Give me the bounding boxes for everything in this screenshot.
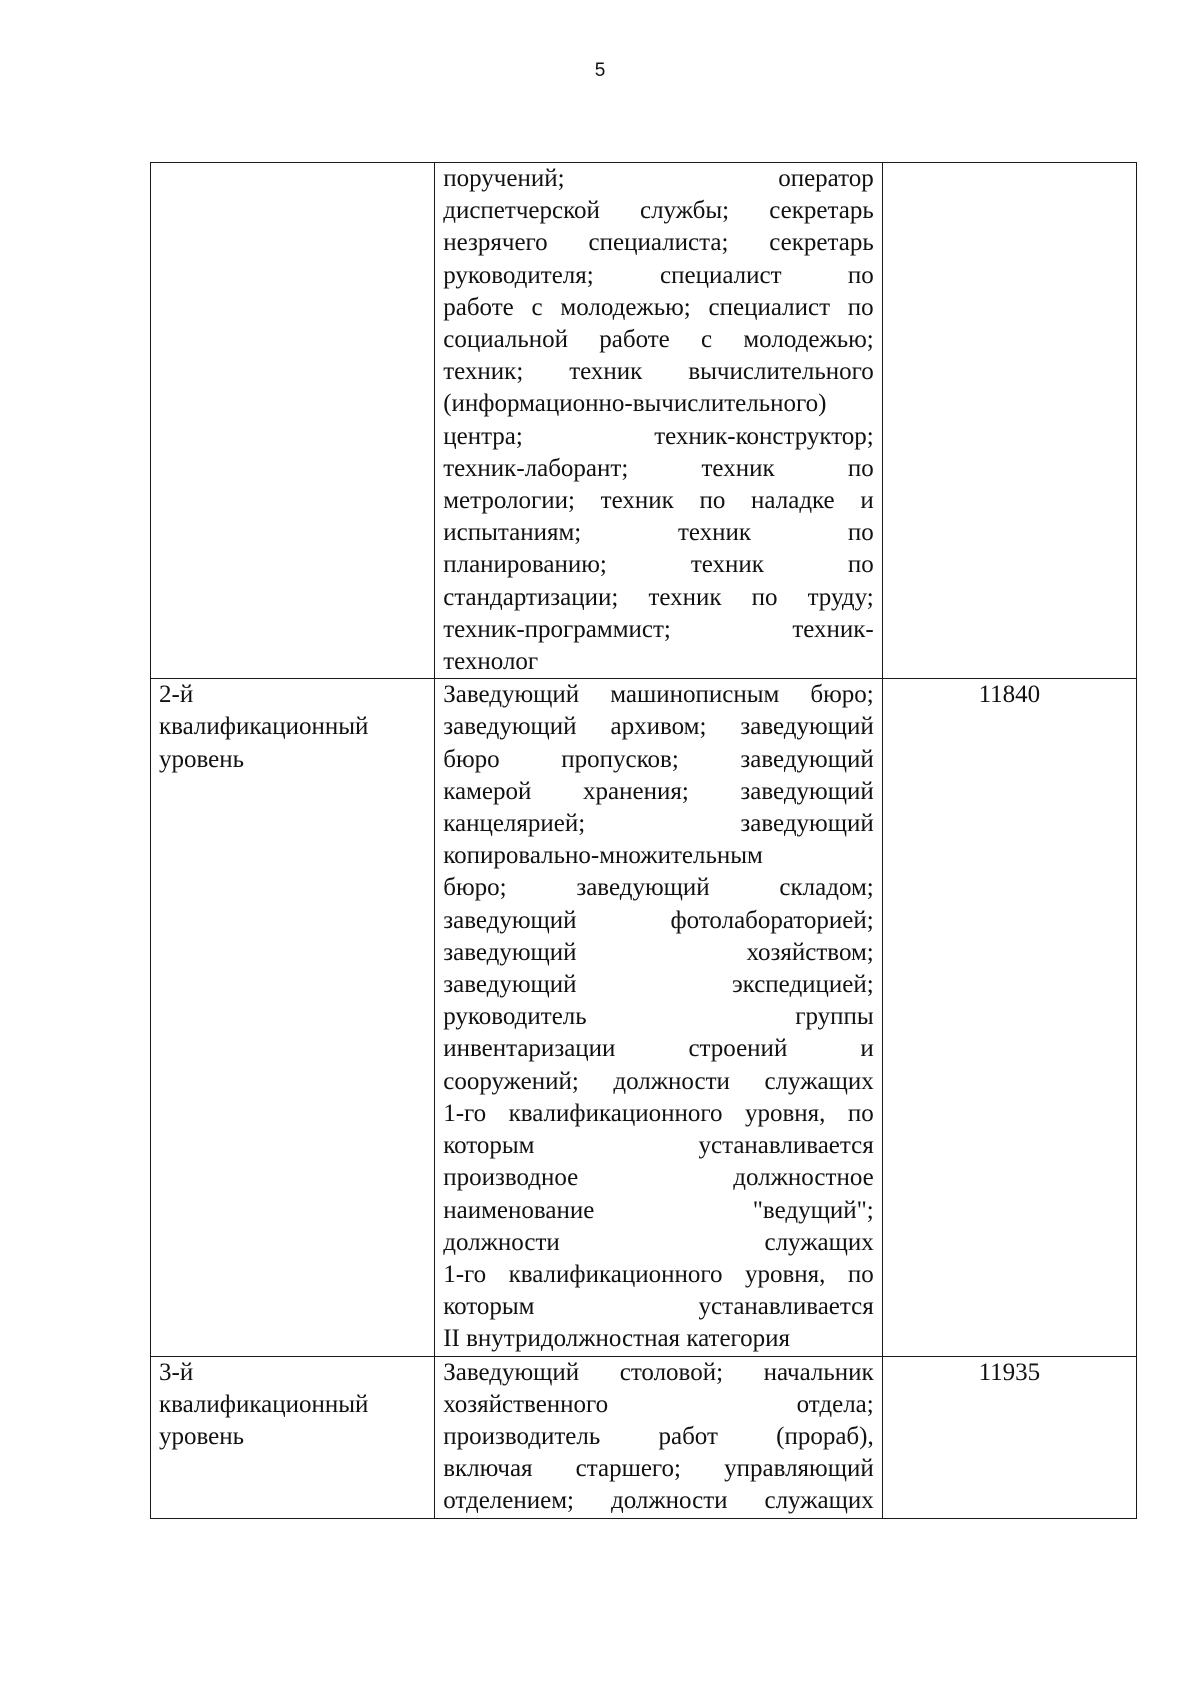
positions-word: диспетчерской	[443, 197, 600, 225]
positions-line	[443, 549, 874, 581]
positions-line	[443, 1357, 874, 1389]
positions-word: должности	[613, 1067, 730, 1095]
positions-word: работе	[599, 326, 670, 354]
salary-table	[150, 162, 1137, 1519]
positions-line	[443, 292, 874, 324]
positions-word: и	[860, 487, 874, 515]
positions-line	[443, 324, 874, 356]
positions-word: (информационно-вычислительного)	[443, 390, 827, 418]
positions-word: и	[860, 1035, 874, 1063]
positions-line	[443, 1227, 874, 1259]
positions-word: по	[847, 1099, 874, 1127]
positions-word: по	[847, 1260, 874, 1288]
positions-word: столовой;	[619, 1358, 724, 1386]
positions-word: хозяйственного	[443, 1390, 609, 1418]
positions-word: техник	[648, 583, 722, 611]
positions-word: поручений;	[443, 165, 565, 192]
positions-word: планированию;	[443, 551, 607, 579]
positions-word: квалификационного	[508, 1260, 723, 1288]
positions-cell	[435, 679, 883, 1356]
positions-line	[443, 1033, 874, 1065]
positions-word: стандартизации;	[443, 583, 619, 611]
positions-word: машинописным	[610, 681, 780, 709]
positions-word: хозяйством;	[746, 938, 874, 966]
positions-line	[443, 453, 874, 485]
positions-line	[443, 711, 874, 743]
page-number: 5	[594, 60, 606, 81]
positions-line	[443, 582, 874, 614]
positions-line	[443, 776, 874, 808]
positions-word: техник-лаборант;	[443, 454, 629, 482]
positions-line	[443, 356, 874, 388]
positions-word: техник	[569, 358, 643, 386]
qualification-level-text: квалификационный	[159, 1390, 369, 1418]
positions-word: канцелярией;	[443, 810, 586, 838]
positions-word: по	[847, 261, 874, 289]
positions-line	[443, 163, 874, 195]
positions-line	[443, 744, 874, 776]
positions-word: специалиста;	[588, 229, 729, 257]
positions-word: уровня,	[744, 1099, 826, 1127]
positions-word: с	[531, 293, 543, 321]
positions-line	[443, 1259, 874, 1291]
positions-word: руководитель	[443, 1003, 587, 1031]
positions-word: бюро;	[443, 874, 507, 902]
positions-line	[443, 679, 874, 711]
positions-word: техник-конструктор;	[654, 422, 874, 450]
positions-word: техник-программист;	[443, 615, 671, 643]
positions-line	[443, 808, 874, 840]
positions-word: уровня,	[744, 1260, 826, 1288]
positions-line	[443, 1291, 874, 1323]
positions-word: производное	[443, 1164, 579, 1192]
positions-word: специалист	[708, 293, 831, 321]
positions-word: устанавливается	[698, 1293, 874, 1321]
positions-word: труду;	[807, 583, 874, 611]
positions-word: должностное	[733, 1164, 874, 1192]
positions-word: управляющий	[724, 1455, 874, 1483]
positions-word: заведующий	[740, 810, 874, 838]
positions-word: технолог	[443, 648, 539, 676]
positions-line	[443, 421, 874, 453]
positions-word: бюро	[443, 745, 500, 773]
positions-word: группы	[795, 1003, 874, 1031]
qualification-level-text: 2-й	[159, 681, 194, 709]
positions-word: производитель	[443, 1422, 601, 1450]
positions-word: техник	[701, 454, 775, 482]
salary-value: 11935	[978, 1358, 1041, 1386]
positions-word: специалист	[660, 261, 782, 289]
positions-word: работе	[443, 293, 514, 321]
positions-word: квалификационного	[508, 1099, 723, 1127]
positions-word: заведующий	[443, 713, 577, 741]
positions-word: техник;	[443, 358, 524, 386]
positions-word: бюро;	[810, 681, 874, 709]
positions-line	[443, 872, 874, 904]
positions-word: 1-го	[443, 1260, 487, 1288]
positions-line	[443, 1421, 874, 1453]
positions-word: отделением;	[443, 1487, 574, 1515]
positions-word: должности	[610, 1487, 728, 1515]
positions-word: 1-го	[443, 1099, 487, 1127]
positions-line	[443, 517, 874, 549]
positions-word: отдела;	[796, 1390, 874, 1418]
positions-word: инвентаризации	[443, 1035, 616, 1063]
positions-word: оператор	[778, 165, 874, 192]
positions-word: служащих	[764, 1487, 874, 1515]
positions-line	[443, 969, 874, 1001]
positions-word: наименование	[443, 1196, 595, 1224]
positions-word: с	[701, 326, 713, 354]
salary-cell	[882, 163, 1136, 679]
positions-word: категория	[686, 1325, 791, 1353]
positions-word: заведующий	[740, 713, 874, 741]
positions-word: заведующий	[576, 874, 710, 902]
positions-line	[443, 1001, 874, 1033]
qualification-level-text: уровень	[159, 745, 245, 773]
positions-word: которым	[443, 1293, 535, 1321]
positions-word: техник	[600, 487, 674, 515]
positions-word: секретарь	[769, 197, 874, 225]
positions-line	[443, 485, 874, 517]
positions-line	[443, 1162, 874, 1194]
positions-word: архивом;	[610, 713, 707, 741]
positions-line	[443, 1066, 874, 1098]
positions-word: устанавливается	[698, 1132, 874, 1160]
positions-line	[443, 937, 874, 969]
positions-word: наладке	[751, 487, 835, 515]
positions-word: Заведующий	[443, 1358, 580, 1386]
positions-word: начальник	[763, 1358, 874, 1386]
positions-word: служащих	[764, 1228, 874, 1256]
positions-line	[443, 646, 874, 678]
positions-word: секретарь	[769, 229, 874, 257]
positions-word: (прораб),	[776, 1422, 874, 1450]
positions-word: по	[847, 519, 874, 547]
positions-line	[443, 614, 874, 646]
positions-line	[443, 1389, 874, 1421]
positions-cell	[435, 1356, 883, 1518]
positions-line	[443, 1130, 874, 1162]
positions-line	[443, 905, 874, 937]
positions-word: молодежью;	[560, 293, 691, 321]
positions-word: вычислительного	[688, 358, 874, 386]
positions-word: внутридолжностная	[466, 1325, 681, 1353]
positions-word: работ	[658, 1422, 718, 1450]
positions-line	[443, 195, 874, 227]
qualification-level-cell	[151, 163, 435, 679]
positions-word: хранения;	[583, 777, 689, 805]
positions-line	[443, 1323, 874, 1355]
positions-word: по	[847, 293, 874, 321]
positions-word: центра;	[443, 422, 523, 450]
positions-word: Заведующий	[443, 681, 580, 709]
positions-word: копировально-множительным	[443, 842, 763, 870]
positions-word: незрячего	[443, 229, 548, 257]
positions-word: испытаниям;	[443, 519, 582, 547]
qualification-level-text: 3-й	[159, 1358, 194, 1386]
positions-word: должности	[443, 1228, 560, 1256]
positions-word: по	[847, 551, 874, 579]
positions-word: пропусков;	[561, 745, 679, 773]
positions-word: по	[699, 487, 726, 515]
positions-word: камерой	[443, 777, 532, 805]
positions-line	[443, 1485, 874, 1517]
positions-word: служащих	[764, 1067, 874, 1095]
positions-line	[443, 260, 874, 292]
positions-word: по	[847, 454, 874, 482]
positions-word: заведующий	[740, 745, 874, 773]
positions-word: которым	[443, 1132, 535, 1160]
positions-word: II	[443, 1325, 460, 1353]
positions-word: экспедицией;	[731, 971, 874, 999]
positions-line	[443, 227, 874, 259]
qualification-level-cell	[151, 1356, 435, 1518]
positions-word: сооружений;	[443, 1067, 579, 1095]
positions-word: строений	[688, 1035, 788, 1063]
positions-line	[443, 388, 874, 420]
positions-word: техник-	[792, 615, 874, 643]
qualification-level-cell	[151, 679, 435, 1356]
positions-cell	[435, 163, 883, 679]
table-row	[151, 679, 1137, 1356]
positions-word: службы;	[639, 197, 730, 225]
qualification-level-text: квалификационный	[159, 713, 369, 741]
positions-word: руководителя;	[443, 261, 594, 289]
table-body	[151, 163, 1137, 1519]
positions-line	[443, 840, 874, 872]
positions-word: по	[751, 583, 778, 611]
positions-word: метрологии;	[443, 487, 575, 515]
table-row	[151, 163, 1137, 679]
positions-word: техник	[690, 551, 764, 579]
positions-line	[443, 1453, 874, 1485]
positions-word: фотолабораторией;	[670, 906, 874, 934]
qualification-level-text: уровень	[159, 1422, 245, 1450]
salary-cell	[882, 679, 1136, 1356]
salary-value: 11840	[978, 681, 1041, 709]
table-row	[151, 1356, 1137, 1518]
positions-word: включая	[443, 1455, 533, 1483]
salary-cell	[882, 1356, 1136, 1518]
positions-word: заведующий	[740, 777, 874, 805]
positions-word: молодежью;	[743, 326, 874, 354]
positions-word: заведующий	[443, 938, 577, 966]
positions-word: старшего;	[575, 1455, 682, 1483]
positions-word: складом;	[779, 874, 874, 902]
positions-word: социальной	[443, 326, 569, 354]
positions-word: заведующий	[443, 906, 577, 934]
positions-line	[443, 1195, 874, 1227]
positions-word: техник	[677, 519, 752, 547]
positions-line	[443, 1098, 874, 1130]
positions-word: "ведущий";	[752, 1196, 874, 1224]
positions-word: заведующий	[443, 971, 577, 999]
